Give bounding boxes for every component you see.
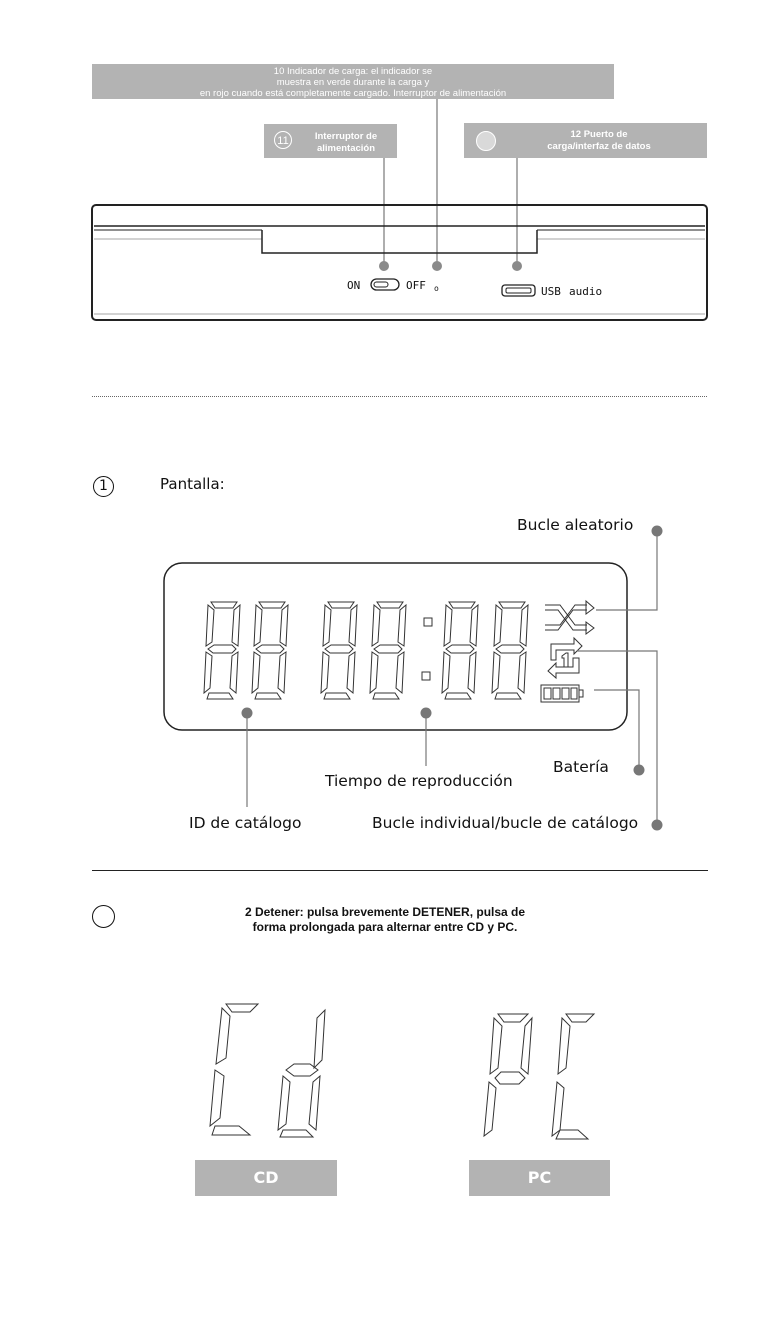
section-number-1: 1	[93, 476, 114, 497]
lcd-digit	[492, 602, 528, 699]
mode-glyph-c2	[552, 1014, 594, 1139]
switch-dot	[379, 261, 389, 271]
label-catalog-id: ID de catálogo	[189, 814, 302, 832]
stop-caption	[210, 905, 560, 935]
section-number-2	[92, 905, 115, 928]
switch-on-label: ON	[347, 279, 361, 292]
caption-line: 2 Detener: pulsa brevemente DETENER, pulsa de	[244, 905, 526, 919]
port-dot	[512, 261, 522, 271]
callout-line: 10 Indicador de carga: el indicador se	[273, 66, 433, 77]
section-divider	[92, 870, 708, 871]
lcd-digit	[321, 602, 357, 699]
mode-label-cd: CD	[195, 1160, 337, 1196]
mode-glyph-d	[278, 1010, 325, 1137]
label-shuffle-loop: Bucle aleatorio	[517, 516, 634, 534]
power-switch-icon	[371, 279, 399, 290]
label-single-loop: Bucle individual/bucle de catálogo	[372, 814, 639, 832]
leader-line	[577, 651, 657, 825]
switch-off-label: OFF	[406, 279, 426, 292]
mode-glyph-c	[210, 1004, 258, 1135]
usb-port-icon	[502, 285, 535, 296]
audio-label: audio	[569, 285, 603, 298]
lcd-digit	[252, 602, 288, 699]
callout-number: 11	[274, 131, 292, 149]
battery-icon	[541, 685, 583, 702]
label-battery: Batería	[553, 758, 609, 776]
leader-dot	[634, 765, 645, 776]
device-rear-panel-drawing	[0, 0, 776, 330]
leader-dot	[421, 708, 432, 719]
shuffle-icon	[545, 601, 594, 634]
lcd-colon-dot	[424, 618, 432, 626]
lcd-digit	[370, 602, 406, 699]
leader-dot	[652, 820, 663, 831]
callout-line: carga/interfaz de datos	[547, 141, 651, 152]
panel-recess	[262, 230, 537, 253]
dotted-divider	[92, 396, 707, 397]
caption-line: forma prolongada para alternar entre CD y PC.	[252, 920, 518, 934]
mode-display-diagram	[0, 990, 776, 1150]
section-heading: Pantalla:	[160, 475, 225, 493]
lcd-display-diagram	[0, 500, 776, 850]
leader-dot	[652, 526, 663, 537]
lcd-digit	[442, 602, 478, 699]
callout-line: muestra en verde durante la carga y	[276, 77, 430, 88]
indicator-mark: o	[434, 284, 439, 293]
callout-line: Interruptor de	[314, 131, 378, 142]
callout-line: alimentación	[316, 143, 376, 154]
mode-label-pc: PC	[469, 1160, 610, 1196]
callout-line: 12 Puerto de	[570, 129, 628, 140]
lcd-digit	[204, 602, 240, 699]
lcd-colon-dot	[422, 672, 430, 680]
usb-label: USB	[541, 285, 561, 298]
callout-line: en rojo cuando está completamente cargado. Interruptor de alimentación	[199, 88, 507, 99]
device-outline	[92, 205, 707, 320]
label-playback-time: Tiempo de reproducción	[325, 772, 513, 790]
indicator-dot	[432, 261, 442, 271]
mode-glyph-p	[484, 1014, 532, 1136]
leader-dot	[242, 708, 253, 719]
repeat-icon	[548, 638, 582, 678]
